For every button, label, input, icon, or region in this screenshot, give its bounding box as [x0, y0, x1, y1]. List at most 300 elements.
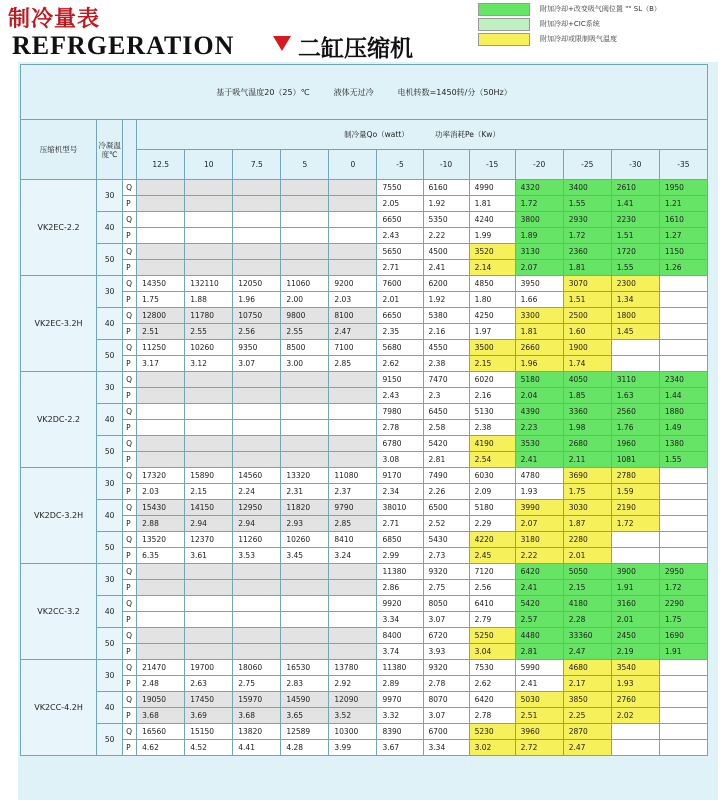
value-cell: 1960	[611, 436, 659, 452]
model-name-cell: VK2DC-3.2H	[21, 468, 97, 564]
value-cell: 1.72	[515, 196, 563, 212]
row-type-cell: Q	[123, 436, 137, 452]
value-cell: 3130	[515, 244, 563, 260]
evap-temp-header: 7.5	[233, 150, 281, 180]
value-cell: 1.72	[563, 228, 611, 244]
value-cell: 3.07	[423, 708, 469, 724]
value-cell: 8410	[329, 532, 377, 548]
color-legend	[478, 2, 718, 47]
value-cell	[185, 436, 233, 452]
value-cell	[281, 228, 329, 244]
value-cell: 1.85	[563, 388, 611, 404]
value-cell	[659, 724, 707, 740]
value-cell: 2.71	[377, 516, 423, 532]
value-cell: 3300	[515, 308, 563, 324]
row-type-cell: P	[123, 292, 137, 308]
value-cell: 2.43	[377, 228, 423, 244]
row-type-cell: Q	[123, 244, 137, 260]
value-cell: 3.99	[329, 740, 377, 756]
value-cell: 2.23	[515, 420, 563, 436]
value-cell: 3.67	[377, 740, 423, 756]
cond-temp-cell: 40	[97, 692, 123, 724]
value-cell	[233, 420, 281, 436]
table-row	[21, 660, 708, 676]
value-cell: 2.62	[469, 676, 515, 692]
row-type-cell: P	[123, 420, 137, 436]
value-cell: 2.00	[281, 292, 329, 308]
value-cell	[233, 612, 281, 628]
value-cell	[137, 372, 185, 388]
value-cell: 6500	[423, 500, 469, 516]
value-cell: 7100	[329, 340, 377, 356]
value-cell: 2.47	[563, 740, 611, 756]
table-row	[21, 292, 708, 308]
value-cell	[137, 196, 185, 212]
value-cell: 10260	[185, 340, 233, 356]
cond-temp-cell: 30	[97, 180, 123, 212]
value-cell: 3.52	[329, 708, 377, 724]
value-cell	[233, 404, 281, 420]
value-cell: 3.12	[185, 356, 233, 372]
evap-temp-header: 10	[185, 150, 233, 180]
value-cell	[137, 212, 185, 228]
value-cell: 4.41	[233, 740, 281, 756]
value-cell: 7490	[423, 468, 469, 484]
value-cell: 9150	[377, 372, 423, 388]
value-cell: 6200	[423, 276, 469, 292]
value-cell: 2.07	[515, 260, 563, 276]
value-cell	[233, 180, 281, 196]
value-cell: 2.85	[329, 356, 377, 372]
value-cell: 2.28	[563, 612, 611, 628]
row-type-cell: Q	[123, 596, 137, 612]
value-cell	[185, 580, 233, 596]
value-cell: 15890	[185, 468, 233, 484]
value-cell: 2.22	[423, 228, 469, 244]
value-cell	[137, 228, 185, 244]
value-cell: 10750	[233, 308, 281, 324]
value-cell	[611, 548, 659, 564]
value-cell	[329, 596, 377, 612]
value-cell: 5650	[377, 244, 423, 260]
value-cell	[659, 532, 707, 548]
value-cell	[329, 244, 377, 260]
evap-temp-header: -10	[423, 150, 469, 180]
legend-text: 附加冷却+CIC系统	[540, 20, 600, 28]
model-name-cell: VK2EC-3.2H	[21, 276, 97, 372]
value-cell: 3.61	[185, 548, 233, 564]
value-cell	[137, 436, 185, 452]
value-cell	[281, 612, 329, 628]
value-cell: 7470	[423, 372, 469, 388]
table-row	[21, 228, 708, 244]
row-type-cell: Q	[123, 500, 137, 516]
value-cell: 12090	[329, 692, 377, 708]
value-cell: 1.66	[515, 292, 563, 308]
value-cell	[329, 260, 377, 276]
cond-temp-cell: 30	[97, 276, 123, 308]
value-cell: 1720	[611, 244, 659, 260]
value-cell: 2560	[611, 404, 659, 420]
value-cell: 2360	[563, 244, 611, 260]
value-cell: 6.35	[137, 548, 185, 564]
value-cell: 3990	[515, 500, 563, 516]
value-cell	[185, 212, 233, 228]
value-cell	[281, 452, 329, 468]
header-blank	[123, 120, 137, 180]
value-cell: 6030	[469, 468, 515, 484]
value-cell: 14560	[233, 468, 281, 484]
value-cell: 3400	[563, 180, 611, 196]
value-cell: 2.01	[611, 612, 659, 628]
value-cell: 2870	[563, 724, 611, 740]
value-cell: 3.08	[377, 452, 423, 468]
value-cell: 2.22	[515, 548, 563, 564]
value-cell	[185, 564, 233, 580]
table-row	[21, 644, 708, 660]
value-cell: 2.86	[377, 580, 423, 596]
page-title-cn: 制冷量表	[8, 7, 101, 32]
value-cell: 3850	[563, 692, 611, 708]
value-cell: 1.63	[611, 388, 659, 404]
cond-temp-cell: 40	[97, 596, 123, 628]
value-cell: 3160	[611, 596, 659, 612]
value-cell: 2.35	[377, 324, 423, 340]
value-cell	[185, 612, 233, 628]
row-type-cell: P	[123, 548, 137, 564]
value-cell	[659, 484, 707, 500]
value-cell: 2.55	[185, 324, 233, 340]
table-row	[21, 708, 708, 724]
value-cell: 1.60	[563, 324, 611, 340]
value-cell: 11380	[377, 660, 423, 676]
value-cell: 12370	[185, 532, 233, 548]
table-row	[21, 596, 708, 612]
value-cell: 2.79	[469, 612, 515, 628]
row-type-cell: Q	[123, 404, 137, 420]
value-cell: 3110	[611, 372, 659, 388]
value-cell: 2.56	[233, 324, 281, 340]
value-cell	[281, 404, 329, 420]
value-cell: 3.04	[469, 644, 515, 660]
value-cell	[611, 532, 659, 548]
value-cell: 3.93	[423, 644, 469, 660]
value-cell: 7600	[377, 276, 423, 292]
value-cell: 2660	[515, 340, 563, 356]
header-model: 压缩机型号	[21, 120, 97, 180]
info-row	[21, 65, 708, 120]
value-cell: 2.26	[423, 484, 469, 500]
value-cell: 1.45	[611, 324, 659, 340]
value-cell: 6420	[469, 692, 515, 708]
value-cell	[281, 596, 329, 612]
value-cell	[233, 564, 281, 580]
value-cell: 1.75	[137, 292, 185, 308]
value-cell: 14590	[281, 692, 329, 708]
table-row	[21, 276, 708, 292]
value-cell	[185, 260, 233, 276]
table-row	[21, 324, 708, 340]
page-title-en: REFRGERATION	[12, 31, 235, 60]
value-cell: 9790	[329, 500, 377, 516]
value-cell: 6650	[377, 308, 423, 324]
value-cell: 4.52	[185, 740, 233, 756]
value-cell	[233, 244, 281, 260]
page-subtitle: 二缸压缩机	[298, 36, 413, 62]
value-cell: 13320	[281, 468, 329, 484]
value-cell: 8050	[423, 596, 469, 612]
row-type-cell: Q	[123, 180, 137, 196]
value-cell: 14350	[137, 276, 185, 292]
value-cell: 6020	[469, 372, 515, 388]
model-name-cell: VK2EC-2.2	[21, 180, 97, 276]
row-type-cell: P	[123, 708, 137, 724]
value-cell: 3.69	[185, 708, 233, 724]
value-cell	[281, 420, 329, 436]
cond-temp-cell: 30	[97, 660, 123, 692]
value-cell	[659, 500, 707, 516]
cond-temp-cell: 40	[97, 308, 123, 340]
cond-temp-cell: 50	[97, 436, 123, 468]
value-cell: 2230	[611, 212, 659, 228]
table-row	[21, 436, 708, 452]
value-cell: 2.85	[329, 516, 377, 532]
value-cell: 8500	[281, 340, 329, 356]
value-cell: 2.41	[515, 452, 563, 468]
legend-text: 附加冷却+改变吸气阀位置 "" SL（B）	[540, 5, 661, 13]
value-cell: 9170	[377, 468, 423, 484]
value-cell	[281, 260, 329, 276]
value-cell: 6720	[423, 628, 469, 644]
row-type-cell: P	[123, 740, 137, 756]
table-row	[21, 420, 708, 436]
value-cell: 3540	[611, 660, 659, 676]
value-cell: 2.43	[377, 388, 423, 404]
row-type-cell: P	[123, 676, 137, 692]
value-cell: 2.94	[233, 516, 281, 532]
triangle-marker-icon	[273, 36, 291, 51]
value-cell	[185, 388, 233, 404]
value-cell	[137, 644, 185, 660]
value-cell	[281, 372, 329, 388]
value-cell: 4250	[469, 308, 515, 324]
value-cell: 15970	[233, 692, 281, 708]
value-cell: 2.34	[377, 484, 423, 500]
row-type-cell: P	[123, 228, 137, 244]
evap-temp-header: 5	[281, 150, 329, 180]
value-cell	[233, 260, 281, 276]
value-cell: 6450	[423, 404, 469, 420]
value-cell: 9920	[377, 596, 423, 612]
value-cell: 5250	[469, 628, 515, 644]
table-row	[21, 212, 708, 228]
table-row	[21, 308, 708, 324]
value-cell: 8100	[329, 308, 377, 324]
value-cell	[185, 644, 233, 660]
value-cell: 13780	[329, 660, 377, 676]
value-cell: 1.80	[469, 292, 515, 308]
value-cell	[329, 388, 377, 404]
value-cell: 1.75	[659, 612, 707, 628]
value-cell: 2.51	[137, 324, 185, 340]
value-cell: 17320	[137, 468, 185, 484]
value-cell: 11260	[233, 532, 281, 548]
value-cell	[137, 564, 185, 580]
value-cell: 11380	[377, 564, 423, 580]
value-cell	[659, 308, 707, 324]
value-cell: 3030	[563, 500, 611, 516]
value-cell: 2.89	[377, 676, 423, 692]
value-cell: 1.75	[563, 484, 611, 500]
value-cell: 3.68	[137, 708, 185, 724]
value-cell: 2.63	[185, 676, 233, 692]
value-cell: 1.74	[563, 356, 611, 372]
value-cell: 6780	[377, 436, 423, 452]
value-cell	[281, 564, 329, 580]
value-cell: 3.45	[281, 548, 329, 564]
evap-temp-header: 12.5	[137, 150, 185, 180]
value-cell	[329, 228, 377, 244]
value-cell: 1.91	[659, 644, 707, 660]
value-cell: 1.51	[611, 228, 659, 244]
row-type-cell: P	[123, 580, 137, 596]
value-cell: 2.93	[281, 516, 329, 532]
value-cell: 11780	[185, 308, 233, 324]
value-cell: 2.38	[469, 420, 515, 436]
value-cell: 1.92	[423, 292, 469, 308]
value-cell: 5130	[469, 404, 515, 420]
value-cell: 12050	[233, 276, 281, 292]
value-cell: 1610	[659, 212, 707, 228]
value-cell: 2.71	[377, 260, 423, 276]
value-cell: 1.81	[469, 196, 515, 212]
row-type-cell: P	[123, 516, 137, 532]
table-row	[21, 612, 708, 628]
value-cell: 1.27	[659, 228, 707, 244]
value-cell	[137, 260, 185, 276]
row-type-cell: P	[123, 484, 137, 500]
value-cell: 2.75	[233, 676, 281, 692]
value-cell: 4220	[469, 532, 515, 548]
table-row	[21, 196, 708, 212]
value-cell	[329, 372, 377, 388]
value-cell	[233, 228, 281, 244]
value-cell: 11060	[281, 276, 329, 292]
table-row	[21, 692, 708, 708]
value-cell: 1.34	[611, 292, 659, 308]
value-cell: 15430	[137, 500, 185, 516]
value-cell	[659, 324, 707, 340]
row-type-cell: Q	[123, 660, 137, 676]
value-cell: 2.03	[329, 292, 377, 308]
row-type-cell: Q	[123, 308, 137, 324]
header-row	[21, 120, 708, 150]
value-cell: 1900	[563, 340, 611, 356]
cond-temp-cell: 50	[97, 340, 123, 372]
value-cell	[137, 580, 185, 596]
value-cell: 2.03	[137, 484, 185, 500]
value-cell: 1.72	[659, 580, 707, 596]
value-cell: 3.00	[281, 356, 329, 372]
value-cell: 1.72	[611, 516, 659, 532]
cond-temp-cell: 30	[97, 372, 123, 404]
value-cell	[233, 452, 281, 468]
value-cell: 3.07	[233, 356, 281, 372]
value-cell: 10260	[281, 532, 329, 548]
value-cell: 5230	[469, 724, 515, 740]
legend-swatch	[478, 3, 530, 16]
value-cell	[281, 212, 329, 228]
value-cell: 3.34	[377, 612, 423, 628]
value-cell	[233, 196, 281, 212]
value-cell: 2.52	[423, 516, 469, 532]
table-row	[21, 388, 708, 404]
value-cell: 5680	[377, 340, 423, 356]
value-cell	[659, 516, 707, 532]
value-cell: 2.16	[469, 388, 515, 404]
value-cell	[329, 212, 377, 228]
value-cell: 2.99	[377, 548, 423, 564]
value-cell: 1.98	[563, 420, 611, 436]
header-cond-temp: 冷凝温度℃	[97, 120, 123, 180]
legend-item	[478, 2, 718, 16]
value-cell: 4390	[515, 404, 563, 420]
cond-temp-cell: 50	[97, 628, 123, 660]
value-cell	[659, 468, 707, 484]
value-cell: 3070	[563, 276, 611, 292]
row-type-cell: P	[123, 260, 137, 276]
value-cell: 3.02	[469, 740, 515, 756]
value-cell: 13520	[137, 532, 185, 548]
value-cell: 4240	[469, 212, 515, 228]
value-cell: 2.83	[281, 676, 329, 692]
value-cell: 2.41	[423, 260, 469, 276]
table-row	[21, 180, 708, 196]
value-cell	[137, 452, 185, 468]
value-cell: 4.28	[281, 740, 329, 756]
value-cell: 3900	[611, 564, 659, 580]
value-cell: 19050	[137, 692, 185, 708]
value-cell: 2.57	[515, 612, 563, 628]
evap-temp-header: -30	[611, 150, 659, 180]
value-cell: 7530	[469, 660, 515, 676]
value-cell: 3.17	[137, 356, 185, 372]
value-cell: 3360	[563, 404, 611, 420]
value-cell	[659, 740, 707, 756]
value-cell	[185, 228, 233, 244]
value-cell: 7980	[377, 404, 423, 420]
value-cell	[611, 724, 659, 740]
legend-item	[478, 17, 718, 31]
evap-temp-header: -20	[515, 150, 563, 180]
value-cell	[281, 180, 329, 196]
value-cell: 2.29	[469, 516, 515, 532]
value-cell: 2.58	[423, 420, 469, 436]
value-cell: 6850	[377, 532, 423, 548]
value-cell: 2.31	[281, 484, 329, 500]
table-row	[21, 468, 708, 484]
value-cell: 3690	[563, 468, 611, 484]
value-cell	[185, 420, 233, 436]
value-cell: 9800	[281, 308, 329, 324]
value-cell: 12800	[137, 308, 185, 324]
row-type-cell: Q	[123, 212, 137, 228]
value-cell: 9320	[423, 660, 469, 676]
value-cell: 3.53	[233, 548, 281, 564]
value-cell: 19700	[185, 660, 233, 676]
value-cell: 2.15	[185, 484, 233, 500]
value-cell	[329, 612, 377, 628]
